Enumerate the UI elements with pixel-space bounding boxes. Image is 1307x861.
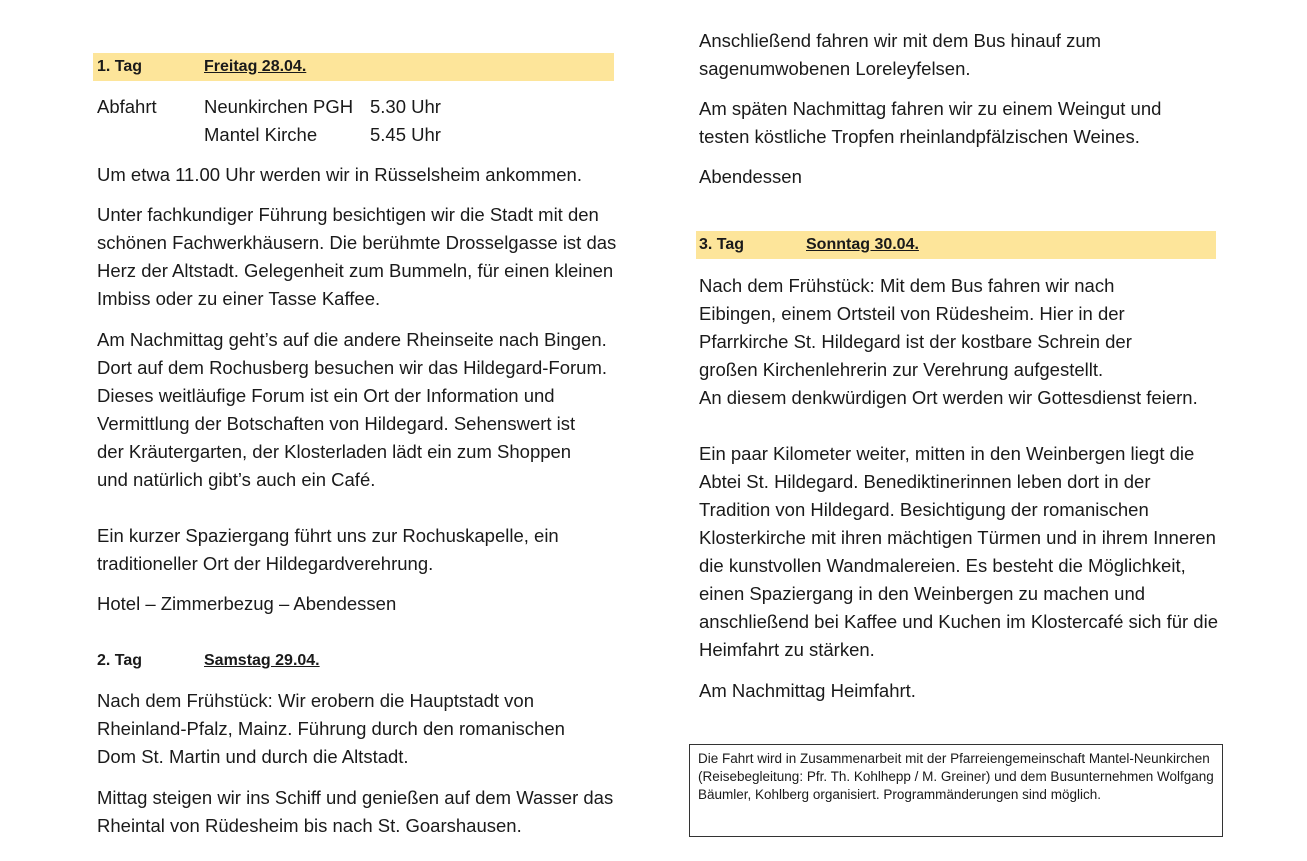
- day1-hotel: Hotel – Zimmerbezug – Abendessen: [97, 593, 397, 614]
- departure-place: Neunkirchen PGH: [204, 96, 354, 117]
- day2-paragraph2: Mittag steigen wir ins Schiff und genießen auf dem Wasser das Rheintal von Rüdesheim bis nach St. Goarshausen.: [97, 787, 614, 836]
- departure-row: [97, 121, 617, 149]
- departure-time: 5.30 Uhr: [370, 96, 441, 117]
- day3-heading-tag: 3. Tag: [699, 236, 745, 253]
- day1-heading-date: Freitag 28.04.: [204, 58, 307, 75]
- day2-dinner: Abendessen: [699, 166, 802, 187]
- day1-heading-tag: 1. Tag: [97, 58, 143, 75]
- day1-paragraph1: Unter fachkundiger Führung besichtigen wir die Stadt mit den schönen Fachwerkhäusern. Die berühmte Drosselgasse ist das Herz der Altstadt. Gelegenheit zum Bummeln, für einen kleinen Imbiss oder zu einer Tasse Kaffee.: [97, 204, 617, 309]
- day2-paragraph4: Am späten Nachmittag fahren wir zu einem Weingut und testen köstliche Tropfen rheinlandpfälzischen Weines.: [699, 98, 1162, 147]
- organizer-note-box: [689, 744, 1223, 837]
- day3-paragraph1c: Ein paar Kilometer weiter, mitten in den Weinbergen liegt die Abtei St. Hildegard. Benediktinerinnen leben dort in der Tradition von Hildegard. Besichtigung der romanischen Klosterkirche mit ihren mächtigen Türmen und in ihrem Inneren die kunstvollen Wandmalereien. Es besteht die Möglichkeit, einen Spaziergang in den Weinbergen zu machen und anschließend bei Kaffee und Kuchen im Klostercafé sich für die Heimfahrt zu stärken.: [699, 443, 1218, 660]
- departure-time: 5.45 Uhr: [370, 124, 441, 145]
- day3-heading-date: Sonntag 30.04.: [806, 236, 919, 253]
- day2-paragraph1: Nach dem Frühstück: Wir erobern die Hauptstadt von Rheinland-Pfalz, Mainz. Führung durch den romanischen Dom St. Martin und durch die Altstadt.: [97, 690, 565, 767]
- day2-paragraph3: Anschließend fahren wir mit dem Bus hinauf zum sagenumwobenen Loreleyfelsen.: [699, 30, 1102, 79]
- day3-heading: [696, 231, 1216, 259]
- day2-heading: [97, 647, 320, 675]
- day3-paragraph1b: An diesem denkwürdigen Ort werden wir Gottesdienst feiern.: [699, 387, 1198, 408]
- day2-heading-tag: 2. Tag: [97, 652, 143, 669]
- day1-departure-schedule: [97, 93, 617, 149]
- day2-heading-date: Samstag 29.04.: [204, 652, 320, 669]
- day1-paragraph2b: Ein kurzer Spaziergang führt uns zur Rochuskapelle, ein traditioneller Ort der Hildegardverehrung.: [97, 525, 559, 574]
- departure-place: Mantel Kirche: [204, 124, 318, 145]
- day1-arrival: Um etwa 11.00 Uhr werden wir in Rüsselsheim ankommen.: [97, 164, 582, 185]
- day1-heading: [93, 53, 614, 81]
- organizer-note-text: Die Fahrt wird in Zusammenarbeit mit der Pfarreiengemeinschaft Mantel-Neunkirchen (Reisebegleitung: Pfr. Th. Kohlhepp / M. Greiner) und dem Busunternehmen Wolfgang Bäumler, Kohlberg organisiert. Programmänderungen sind möglich.: [698, 751, 1214, 802]
- departure-label: Abfahrt: [97, 96, 157, 117]
- day3-paragraph1a: Nach dem Frühstück: Mit dem Bus fahren wir nach Eibingen, einem Ortsteil von Rüdesheim. Hier in der Pfarrkirche St. Hildegard ist der kostbare Schrein der großen Kirchenlehrerin zur Verehrung aufgestellt.: [699, 275, 1132, 380]
- day3-return: Am Nachmittag Heimfahrt.: [699, 680, 916, 701]
- departure-row: [97, 93, 617, 121]
- day1-paragraph2a: Am Nachmittag geht’s auf die andere Rheinseite nach Bingen. Dort auf dem Rochusberg besuchen wir das Hildegard-Forum. Dieses weitläufige Forum ist ein Ort der Information und Vermittlung der Botschaften von Hildegard. Sehenswert ist der Kräutergarten, der Klosterladen lädt ein zum Shoppen und natürlich gibt’s auch ein Café.: [97, 329, 608, 490]
